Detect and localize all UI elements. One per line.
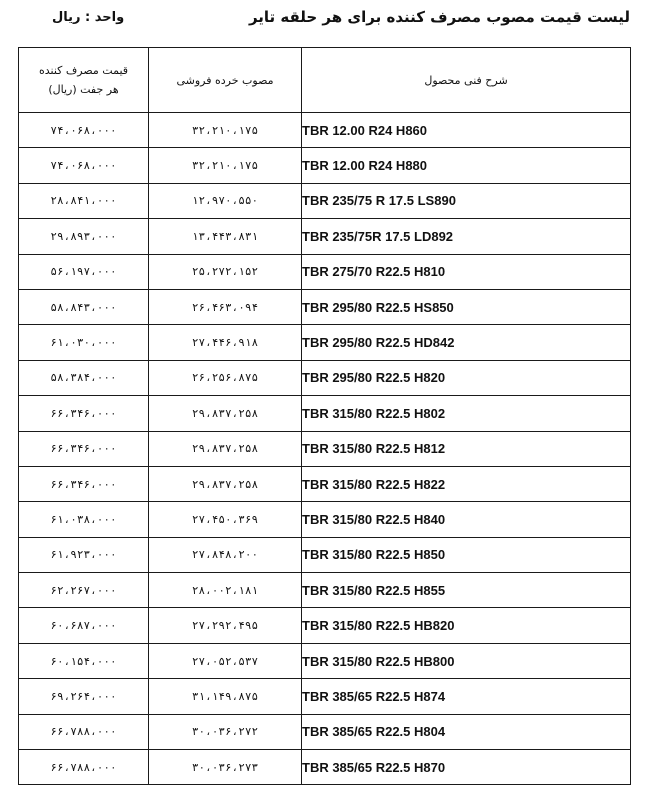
table-row (19, 573, 631, 608)
description-cell: TBR 235/75R 17.5 LD892 (302, 219, 631, 254)
description-cell: TBR 295/80 R22.5 HD842 (302, 325, 631, 360)
retail-price-cell: ۲۹،۸۳۷،۲۵۸ (149, 466, 302, 501)
retail-price-cell: ۲۶،۴۶۳،۰۹۴ (149, 289, 302, 324)
retail-price-cell: ۳۲،۲۱۰،۱۷۵ (149, 148, 302, 183)
table-row (19, 431, 631, 466)
retail-price-cell: ۳۰،۰۳۶،۲۷۳ (149, 750, 302, 785)
retail-price-cell: ۲۷،۴۴۶،۹۱۸ (149, 325, 302, 360)
description-cell: TBR 295/80 R22.5 HS850 (302, 289, 631, 324)
consumer-price-cell: ۶۶،۳۴۶،۰۰۰ (19, 396, 149, 431)
table-row (19, 643, 631, 678)
header-retail-price: مصوب خرده فروشی (149, 48, 302, 113)
consumer-price-cell: ۶۶،۷۸۸،۰۰۰ (19, 750, 149, 785)
consumer-price-cell: ۶۶،۳۴۶،۰۰۰ (19, 431, 149, 466)
description-cell: TBR 315/80 R22.5 H855 (302, 573, 631, 608)
description-cell: TBR 315/80 R22.5 H850 (302, 537, 631, 572)
header-consumer-price-line2: هر جفت (ریال) (48, 83, 119, 96)
retail-price-cell: ۳۱،۱۴۹،۸۷۵ (149, 679, 302, 714)
description-cell: TBR 315/80 R22.5 H812 (302, 431, 631, 466)
table-row (19, 750, 631, 785)
header-consumer-price-line1: قیمت مصرف کننده (38, 64, 129, 77)
page-title: لیست قیمت مصوب مصرف کننده برای هر حلقه تایر (248, 8, 630, 26)
description-cell: TBR 385/65 R22.5 H874 (302, 679, 631, 714)
description-cell: TBR 315/80 R22.5 H802 (302, 396, 631, 431)
table-row (19, 679, 631, 714)
description-cell: TBR 235/75 R 17.5 LS890 (302, 183, 631, 218)
price-table (18, 47, 631, 785)
consumer-price-cell: ۷۴،۰۶۸،۰۰۰ (19, 148, 149, 183)
description-cell: TBR 385/65 R22.5 H804 (302, 714, 631, 749)
table-row (19, 502, 631, 537)
table-row (19, 537, 631, 572)
description-cell: TBR 385/65 R22.5 H870 (302, 750, 631, 785)
consumer-price-cell: ۵۸،۸۴۳،۰۰۰ (19, 289, 149, 324)
consumer-price-cell: ۶۱،۰۳۸،۰۰۰ (19, 502, 149, 537)
retail-price-cell: ۲۵،۲۷۲،۱۵۲ (149, 254, 302, 289)
header-description: شرح فنی محصول (302, 48, 631, 113)
retail-price-cell: ۳۲،۲۱۰،۱۷۵ (149, 113, 302, 148)
consumer-price-cell: ۵۸،۳۸۴،۰۰۰ (19, 360, 149, 395)
table-row (19, 113, 631, 148)
table-row (19, 396, 631, 431)
retail-price-cell: ۲۶،۲۵۶،۸۷۵ (149, 360, 302, 395)
retail-price-cell: ۳۰،۰۳۶،۲۷۲ (149, 714, 302, 749)
description-cell: TBR 12.00 R24 H880 (302, 148, 631, 183)
consumer-price-cell: ۷۴،۰۶۸،۰۰۰ (19, 113, 149, 148)
retail-price-cell: ۲۸،۰۰۲،۱۸۱ (149, 573, 302, 608)
description-cell: TBR 315/80 R22.5 HB800 (302, 643, 631, 678)
table-row (19, 289, 631, 324)
table-row (19, 466, 631, 501)
consumer-price-cell: ۲۸،۸۴۱،۰۰۰ (19, 183, 149, 218)
table-row (19, 360, 631, 395)
description-cell: TBR 315/80 R22.5 H822 (302, 466, 631, 501)
table-row (19, 325, 631, 360)
table-row (19, 714, 631, 749)
description-cell: TBR 315/80 R22.5 H840 (302, 502, 631, 537)
consumer-price-cell: ۲۹،۸۹۳،۰۰۰ (19, 219, 149, 254)
table-row (19, 608, 631, 643)
description-cell: TBR 12.00 R24 H860 (302, 113, 631, 148)
description-cell: TBR 275/70 R22.5 H810 (302, 254, 631, 289)
consumer-price-cell: ۶۰،۱۵۴،۰۰۰ (19, 643, 149, 678)
retail-price-cell: ۱۳،۴۴۳،۸۳۱ (149, 219, 302, 254)
consumer-price-cell: ۵۶،۱۹۷،۰۰۰ (19, 254, 149, 289)
table-body (19, 113, 631, 785)
retail-price-cell: ۲۷،۴۵۰،۳۶۹ (149, 502, 302, 537)
consumer-price-cell: ۶۱،۹۲۳،۰۰۰ (19, 537, 149, 572)
table-row (19, 219, 631, 254)
retail-price-cell: ۲۷،۰۵۲،۵۳۷ (149, 643, 302, 678)
consumer-price-cell: ۶۱،۰۳۰،۰۰۰ (19, 325, 149, 360)
retail-price-cell: ۲۷،۸۴۸،۲۰۰ (149, 537, 302, 572)
consumer-price-cell: ۶۶،۳۴۶،۰۰۰ (19, 466, 149, 501)
table-row (19, 254, 631, 289)
retail-price-cell: ۱۲،۹۷۰،۵۵۰ (149, 183, 302, 218)
consumer-price-cell: ۶۲،۲۶۷،۰۰۰ (19, 573, 149, 608)
unit-label: واحد : ریال (52, 10, 125, 25)
description-cell: TBR 295/80 R22.5 H820 (302, 360, 631, 395)
consumer-price-cell: ۶۹،۲۶۴،۰۰۰ (19, 679, 149, 714)
table-row (19, 148, 631, 183)
retail-price-cell: ۲۷،۲۹۲،۴۹۵ (149, 608, 302, 643)
header-consumer-price (19, 48, 149, 113)
consumer-price-cell: ۶۶،۷۸۸،۰۰۰ (19, 714, 149, 749)
table-header-row (19, 48, 631, 113)
retail-price-cell: ۲۹،۸۳۷،۲۵۸ (149, 396, 302, 431)
retail-price-cell: ۲۹،۸۳۷،۲۵۸ (149, 431, 302, 466)
consumer-price-cell: ۶۰،۶۸۷،۰۰۰ (19, 608, 149, 643)
table-row (19, 183, 631, 218)
description-cell: TBR 315/80 R22.5 HB820 (302, 608, 631, 643)
